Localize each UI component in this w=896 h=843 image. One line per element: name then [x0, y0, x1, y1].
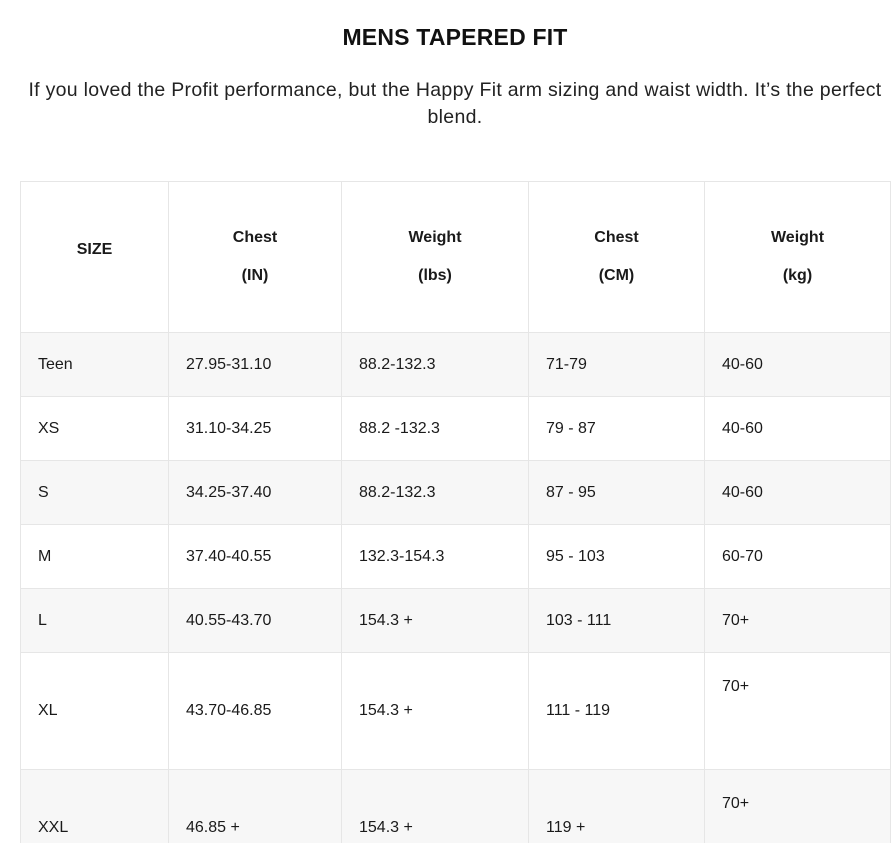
cell-chest-in: 31.10-34.25 — [169, 397, 342, 461]
cell-chest-in: 40.55-43.70 — [169, 589, 342, 653]
page-description: If you loved the Profit performance, but the Happy Fit arm sizing and waist width. It’s the perfect blend. — [28, 79, 882, 128]
cell-size: S — [21, 461, 169, 525]
cell-chest-in: 46.85 + — [169, 770, 342, 843]
cell-weight-kg: 40-60 — [705, 397, 891, 461]
cell-weight-lbs: 88.2-132.3 — [342, 461, 529, 525]
header-size: SIZE — [21, 182, 169, 333]
table-header-row — [21, 182, 891, 333]
size-chart-table — [20, 181, 891, 843]
cell-chest-cm: 111 - 119 — [529, 653, 705, 770]
table-row — [21, 397, 891, 461]
cell-weight-lbs: 88.2 -132.3 — [342, 397, 529, 461]
header-chest-cm: Chest (CM) — [529, 182, 705, 333]
cell-weight-lbs: 154.3 + — [342, 770, 529, 843]
cell-size: Teen — [21, 333, 169, 397]
cell-weight-kg: 40-60 — [705, 333, 891, 397]
header-weight-kg: Weight (kg) — [705, 182, 891, 333]
cell-chest-cm: 95 - 103 — [529, 525, 705, 589]
cell-weight-lbs: 154.3 + — [342, 653, 529, 770]
cell-chest-in: 34.25-37.40 — [169, 461, 342, 525]
cell-size: XL — [21, 653, 169, 770]
cell-weight-lbs: 88.2-132.3 — [342, 333, 529, 397]
cell-chest-in: 43.70-46.85 — [169, 653, 342, 770]
header-weight-lbs: Weight (lbs) — [342, 182, 529, 333]
header-chest-in: Chest (IN) — [169, 182, 342, 333]
cell-chest-cm: 87 - 95 — [529, 461, 705, 525]
table-row — [21, 333, 891, 397]
cell-weight-kg: 70+ — [705, 770, 891, 843]
table-row — [21, 653, 891, 770]
cell-chest-cm: 119 + — [529, 770, 705, 843]
cell-chest-in: 27.95-31.10 — [169, 333, 342, 397]
table-row — [21, 770, 891, 843]
cell-weight-lbs: 132.3-154.3 — [342, 525, 529, 589]
cell-chest-cm: 71-79 — [529, 333, 705, 397]
cell-size: XS — [21, 397, 169, 461]
cell-weight-kg: 70+ — [705, 653, 891, 770]
cell-weight-kg: 40-60 — [705, 461, 891, 525]
cell-weight-lbs: 154.3 + — [342, 589, 529, 653]
table-row — [21, 589, 891, 653]
cell-size: XXL — [21, 770, 169, 843]
cell-chest-cm: 79 - 87 — [529, 397, 705, 461]
cell-size: M — [21, 525, 169, 589]
cell-chest-in: 37.40-40.55 — [169, 525, 342, 589]
page-title: MENS TAPERED FIT — [342, 24, 568, 50]
cell-weight-kg: 70+ — [705, 589, 891, 653]
cell-size: L — [21, 589, 169, 653]
cell-weight-kg: 60-70 — [705, 525, 891, 589]
table-row — [21, 461, 891, 525]
cell-chest-cm: 103 - 111 — [529, 589, 705, 653]
table-row — [21, 525, 891, 589]
